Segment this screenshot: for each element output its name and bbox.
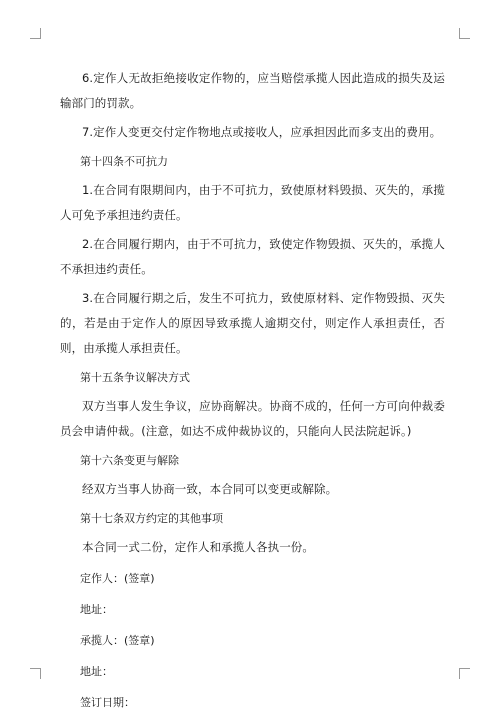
copies-paragraph: 本合同一式二份，定作人和承揽人各执一份。 xyxy=(82,540,314,554)
clause-6-paragraph: 6.定作人无故拒绝接收定作物的，应当赔偿承揽人因此造成的损失及运输部门的罚款。 xyxy=(60,71,445,110)
signing-date-line: 签订日期： xyxy=(80,696,135,709)
crop-mark-top-left xyxy=(30,28,41,39)
crop-mark-bottom-left xyxy=(30,668,41,679)
article-14-heading: 第十四条不可抗力 xyxy=(80,155,168,168)
force-majeure-item-1: 1.在合同有限期间内，由于不可抗力，致使原材料毁损、灭失的，承揽人可免予承担违约责任。 xyxy=(60,183,445,222)
contractor-address-line: 地址： xyxy=(80,665,113,678)
crop-mark-bottom-right xyxy=(459,668,470,679)
clause-7-paragraph: 7.定作人变更交付定作物地点或接收人，应承担因此而多支出的费用。 xyxy=(82,125,442,139)
force-majeure-item-3: 3.在合同履行期之后，发生不可抗力，致使原材料、定作物毁损、灭失的，若是由于定作人的原因导致承揽人逾期交付，则定作人承担责任，否则，由承揽人承担责任。 xyxy=(60,291,445,355)
force-majeure-item-2: 2.在合同履行期内，由于不可抗力，致使定作物毁损、灭失的，承揽人不承担违约责任。 xyxy=(60,237,445,276)
dispute-resolution-paragraph: 双方当事人发生争议，应协商解决。协商不成的，任何一方可向仲裁委员会申请仲裁。(注意，如达不成仲裁协议的，只能向人民法院起诉。) xyxy=(60,399,445,438)
document-body xyxy=(60,66,445,715)
orderer-address-line: 地址： xyxy=(80,603,113,616)
article-17-heading: 第十七条双方约定的其他事项 xyxy=(80,512,223,525)
crop-mark-top-right xyxy=(459,28,470,39)
contractor-signature-line: 承揽人：(签章) xyxy=(80,634,155,647)
article-15-heading: 第十五条争议解决方式 xyxy=(80,371,190,384)
article-16-heading: 第十六条变更与解除 xyxy=(80,454,179,467)
orderer-signature-line: 定作人：(签章) xyxy=(80,572,155,585)
modification-paragraph: 经双方当事人协商一致，本合同可以变更或解除。 xyxy=(82,482,338,496)
